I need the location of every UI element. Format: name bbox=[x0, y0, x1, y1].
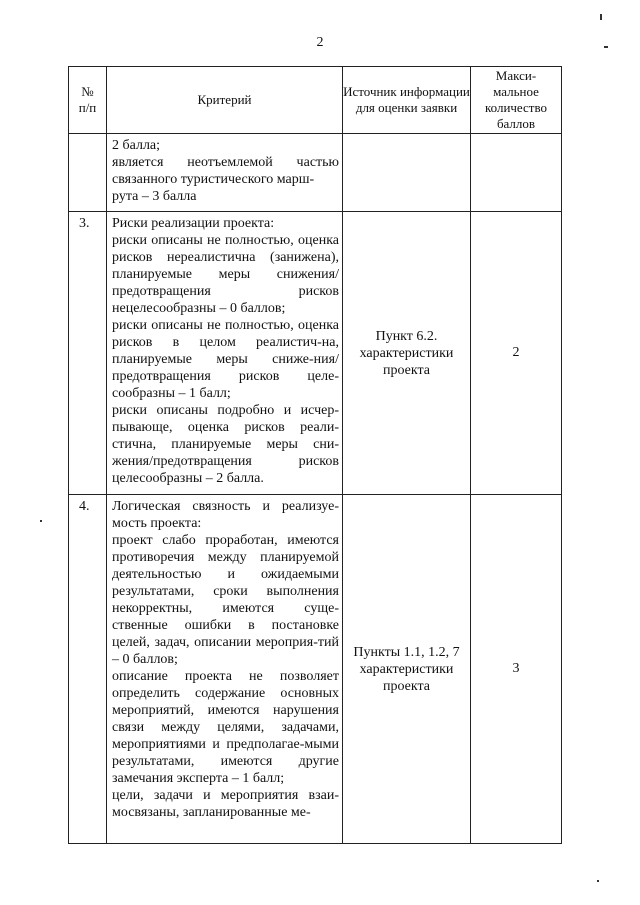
criterion-text bbox=[107, 134, 343, 212]
source-cell: Пункты 1.1, 1.2, 7 характеристики проекта bbox=[343, 495, 471, 844]
criterion-text bbox=[107, 495, 343, 844]
page-number: 2 bbox=[316, 35, 324, 50]
criterion-line: 2 балла; bbox=[112, 138, 161, 153]
criterion-line: проект слабо проработан, имеются противоречия между планируемой деятельностью и ожидаемыми результатами, сроки выполнения некорректны, имеются суще-ственные ошибки в постановке целей, задач, описании мероприя-тий – 0 баллов; bbox=[112, 533, 339, 667]
criterion-line: риски описаны не полностью, оценка рисков нереалистична (занижена), планируемые меры снижения/предотвращения рисков нецелесообразны – 0 баллов; bbox=[112, 233, 339, 316]
max-score-cell bbox=[471, 134, 562, 212]
criterion-line: рута – 3 балла bbox=[112, 189, 197, 204]
table-header-row bbox=[69, 67, 562, 134]
row-number bbox=[69, 134, 107, 212]
max-score-cell: 3 bbox=[471, 495, 562, 844]
criterion-line: описание проекта не позволяет определить содержание основных мероприятий, имеются нарушения связи между целями, задачами, мероприятиями и предполагае-мыми результатами, имеются другие замечания эксперта – 1 балл; bbox=[112, 669, 339, 786]
criteria-table bbox=[68, 66, 562, 844]
scan-speck bbox=[600, 14, 602, 20]
criterion-text bbox=[107, 212, 343, 495]
header-number: № п/п bbox=[69, 67, 107, 134]
header-source: Источник информации для оценки заявки bbox=[343, 67, 471, 134]
header-criterion: Критерий bbox=[107, 67, 343, 134]
criterion-line: Логическая связность и реализуе-мость проекта: bbox=[112, 499, 339, 531]
scan-speck bbox=[604, 46, 608, 48]
source-cell bbox=[343, 134, 471, 212]
row-number: 4. bbox=[69, 495, 107, 844]
table-row bbox=[69, 134, 562, 212]
row-number: 3. bbox=[69, 212, 107, 495]
header-max-score: Макси- мальное количество баллов bbox=[471, 67, 562, 134]
table-row bbox=[69, 495, 562, 844]
scan-speck bbox=[40, 520, 42, 522]
scan-speck bbox=[597, 880, 599, 882]
criterion-line: риски описаны подробно и исчер-пывающе, оценка рисков реали-стична, планируемые меры сни-жения/предотвращения рисков целесообразны – 2 балла. bbox=[112, 403, 339, 486]
max-score-cell: 2 bbox=[471, 212, 562, 495]
source-cell: Пункт 6.2. характеристики проекта bbox=[343, 212, 471, 495]
criterion-line: риски описаны не полностью, оценка рисков в целом реалистич-на, планируемые меры сниже-ния/предотвращения рисков целе-сообразны – 1 балл; bbox=[112, 318, 339, 401]
criterion-line: является неотъемлемой частью связанного туристического марш- bbox=[112, 155, 339, 187]
criterion-line: цели, задачи и мероприятия взаи-мосвязаны, запланированные ме- bbox=[112, 788, 339, 820]
criterion-line: Риски реализации проекта: bbox=[112, 216, 275, 231]
table-row bbox=[69, 212, 562, 495]
